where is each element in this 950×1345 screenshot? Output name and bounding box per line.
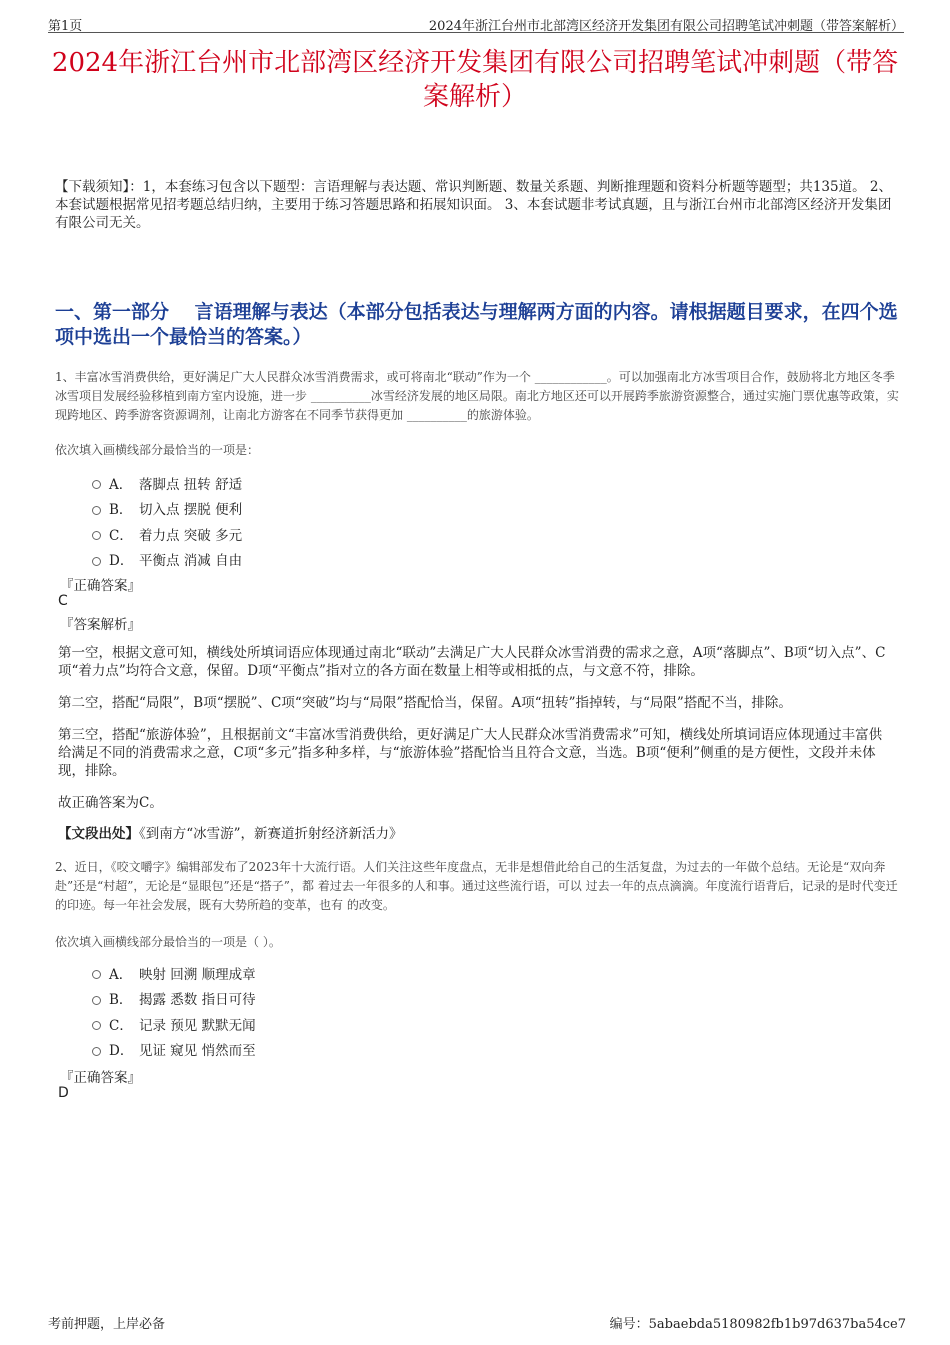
radio-icon[interactable] <box>92 480 101 489</box>
source-text: 《到南方“冰雪游”，新赛道折射经济新活力》 <box>139 826 403 842</box>
answer-label: 『正确答案』 <box>60 578 141 594</box>
option-c[interactable]: C． 着力点 突破 多元 <box>92 521 242 547</box>
answer-value: C <box>58 593 68 609</box>
footer-doc-id: 编号：5abaebda5180982fb1b97d637ba54ce7 <box>609 1317 906 1332</box>
source-label: 【文段出处】 <box>58 826 139 842</box>
answer-label: 『正确答案』 <box>60 1070 141 1086</box>
question-1-text: 1、丰富冰雪消费供给，更好满足广大人民群众冰雪消费需求，或可将南北“联动”作为一个 ____________。可以加强南北方冰雪项目合作，鼓励将北方地区冬季冰雪项目发展经验移植到南方室内设施，进一步 __________冰雪经济发展的地区局限。南北方地区还可以开展跨季旅游资源整合，通过实施门票优惠等政策，实现跨地区、跨季游客资源调剂，让南北方游客在不同季节获得更加 __________的旅游体验。 <box>55 370 899 422</box>
analysis-label: 『答案解析』 <box>60 617 141 633</box>
question-1-prompt: 依次填入画横线部分最恰当的一项是： <box>55 443 260 457</box>
page-header <box>48 12 904 33</box>
download-notice: 【下载须知】：1，本套练习包含以下题型：言语理解与表达题、常识判断题、数量关系题、判断推理题和资料分析题等题型；共135道。 2、本套试题根据常见招考题总结归纳，主要用于练习答题思路和拓展知识面。 3、本套试题非考试真题，且与浙江台州市北部湾区经济开发集团有限公司无关。 <box>55 179 892 231</box>
option-a[interactable]: A． 落脚点 扭转 舒适 <box>92 470 242 496</box>
question-1-options <box>92 470 242 572</box>
answer-value: D <box>58 1085 69 1101</box>
option-b[interactable]: B． 揭露 悉数 指日可待 <box>92 986 256 1012</box>
radio-icon[interactable] <box>92 1047 101 1056</box>
section-title: 一、第一部分 言语理解与表达（本部分包括表达与理解两方面的内容。请根据题目要求，在四个选项中选出一个最恰当的答案。） <box>55 301 898 348</box>
radio-icon[interactable] <box>92 970 101 979</box>
analysis-paragraph: 第三空，搭配“旅游体验”，且根据前文“丰富冰雪消费供给，更好满足广大人民群众冰雪消费需求”可知，横线处所填词语应体现通过丰富供给满足不同的消费需求之意，C项“多元”指多种多样，与“旅游体验”搭配恰当且符合文意，当选。B项“便利”侧重的是方便性，文段并未体现，排除。 <box>58 727 883 779</box>
analysis-conclusion: 故正确答案为C。 <box>58 795 163 811</box>
footer-slogan: 考前押题，上岸必备 <box>48 1317 166 1332</box>
option-b[interactable]: B． 切入点 摆脱 便利 <box>92 496 242 522</box>
radio-icon[interactable] <box>92 531 101 540</box>
radio-icon[interactable] <box>92 506 101 515</box>
option-a[interactable]: A． 映射 回溯 顺理成章 <box>92 960 256 986</box>
option-d[interactable]: D． 见证 窥见 悄然而至 <box>92 1037 256 1063</box>
option-d[interactable]: D． 平衡点 消减 自由 <box>92 547 242 573</box>
question-2-options <box>92 960 256 1062</box>
question-2-prompt: 依次填入画横线部分最恰当的一项是（ ）。 <box>55 935 281 949</box>
question-2-text: 2、近日，《咬文嚼字》编辑部发布了2023年十大流行语。人们关注这些年度盘点，无非是想借此给自己的生活复盘，为过去的一年做个总结。无论是“双向奔赴”还是“村超”，无论是“显眼包”还是“搭子”，都 着过去一年很多的人和事。通过这些流行语，可以 过去一年的点点滴滴。年度流行语背后，记录的是时代变迁的印迹。每一年社会发展，既有大势所趋的变革，也有 的改变。 <box>55 860 898 912</box>
source-line <box>58 825 890 843</box>
radio-icon[interactable] <box>92 996 101 1005</box>
document-title: 2024年浙江台州市北部湾区经济开发集团有限公司招聘笔试冲刺题（带答案解析） <box>51 48 899 112</box>
page-number: 第1页 <box>48 19 83 34</box>
option-c[interactable]: C． 记录 预见 默默无闻 <box>92 1011 256 1037</box>
analysis-paragraph: 第一空，根据文意可知，横线处所填词语应体现通过南北“联动”去满足广大人民群众冰雪消费的需求之意，A项“落脚点”、B项“切入点”、C项“着力点”均符合文意，保留。D项“平衡点”指对立的各方面在数量上相等或相抵的点，与文意不符，排除。 <box>58 645 886 679</box>
radio-icon[interactable] <box>92 1021 101 1030</box>
analysis-paragraph: 第二空，搭配“局限”，B项“摆脱”、C项“突破”均与“局限”搭配恰当，保留。A项“扭转”指掉转，与“局限”搭配不当，排除。 <box>58 695 792 711</box>
header-doc-title: 2024年浙江台州市北部湾区经济开发集团有限公司招聘笔试冲刺题（带答案解析） <box>428 19 904 34</box>
radio-icon[interactable] <box>92 557 101 566</box>
